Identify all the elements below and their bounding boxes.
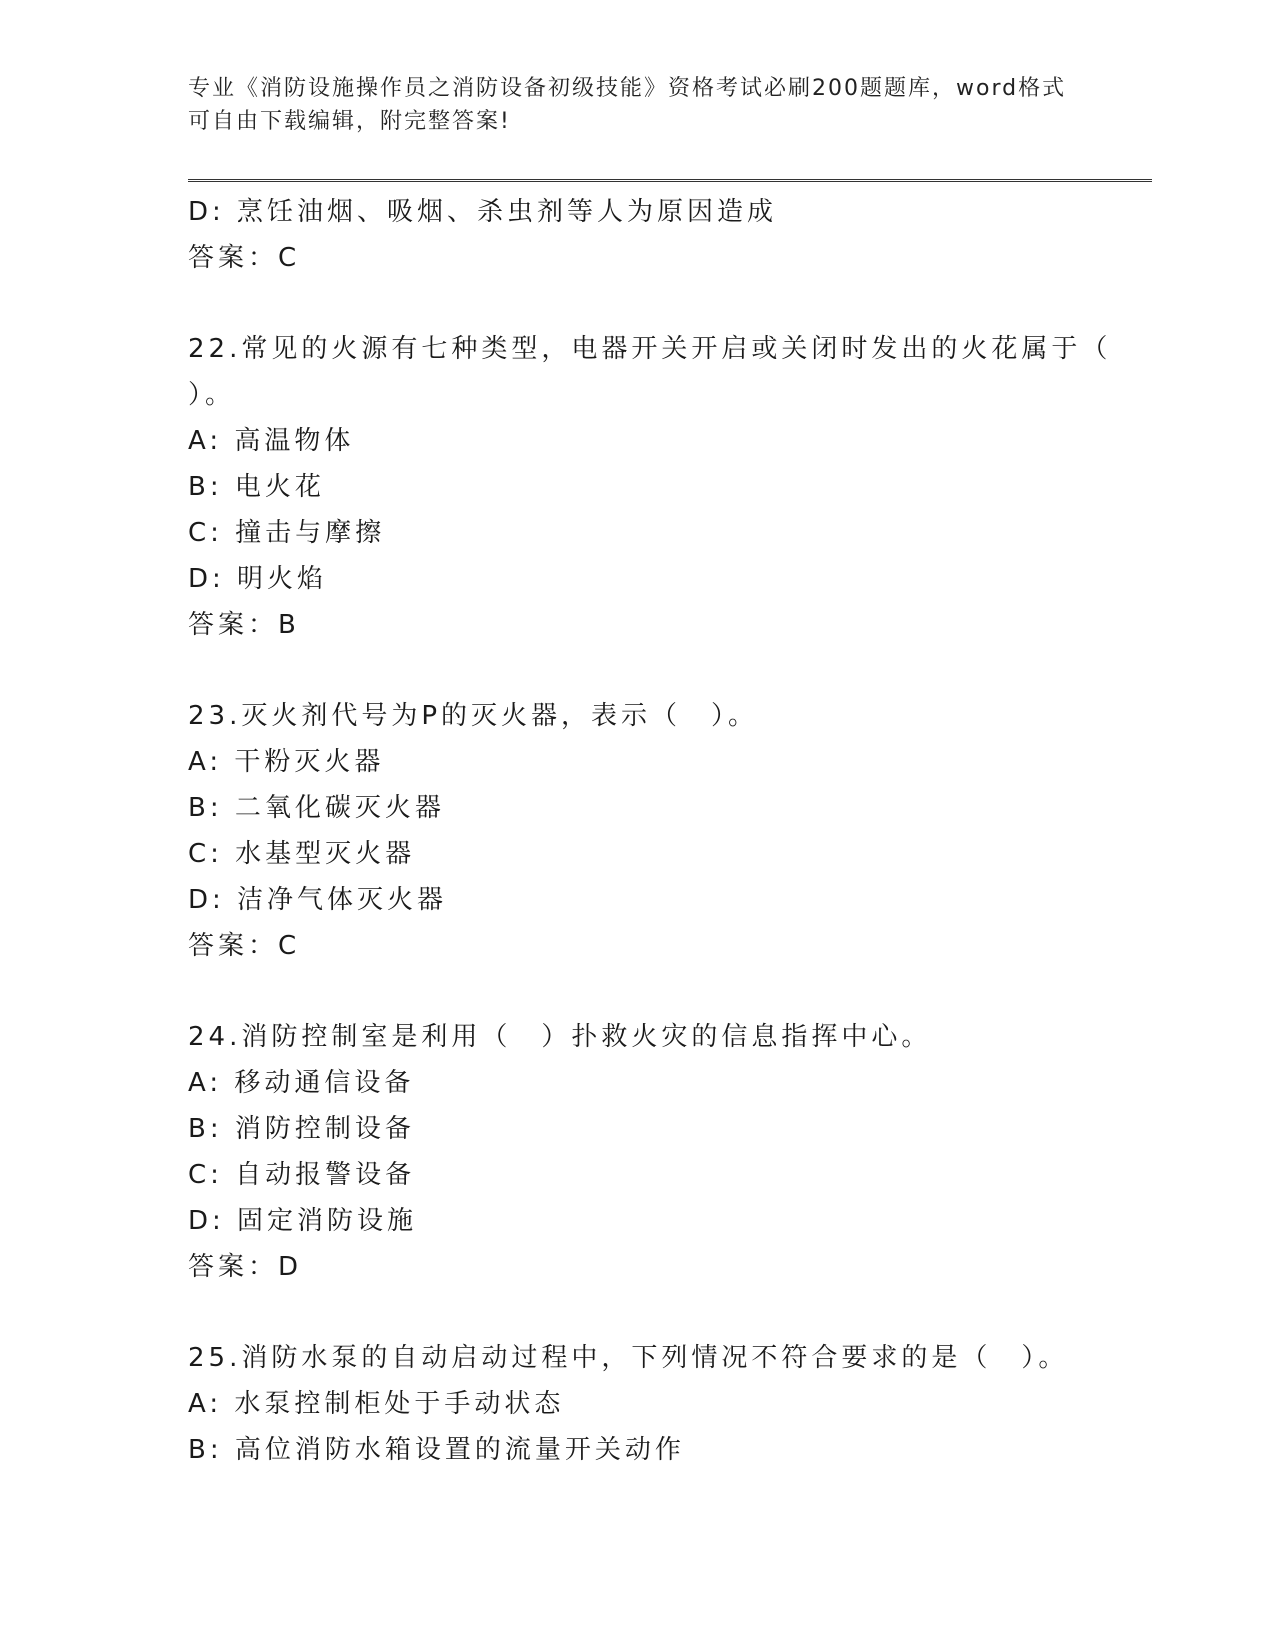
q23-answer: 答案：C [188, 931, 301, 961]
q24-answer: 答案：D [188, 1252, 303, 1282]
q22-stem-line1: 22.常见的火源有七种类型，电器开关开启或关闭时发出的火花属于（ [188, 334, 1112, 364]
q25-option-b: B: 高位消防水箱设置的流量开关动作 [188, 1435, 685, 1465]
q25-stem: 25.消防水泵的自动启动过程中，下列情况不符合要求的是（ ）。 [188, 1343, 1069, 1373]
q22-stem-line2: ）。 [188, 380, 236, 410]
q24-stem: 24.消防控制室是利用（ ）扑救火灾的信息指挥中心。 [188, 1022, 932, 1052]
page-header: 专业《消防设施操作员之消防设备初级技能》资格考试必刷200题题库，word格式可自由下载编辑，附完整答案! [188, 76, 1067, 134]
q22-option-d: D: 明火焰 [188, 564, 328, 594]
header-divider [188, 179, 1152, 182]
q23-option-b: B: 二氧化碳灭火器 [188, 793, 445, 823]
spacer [188, 281, 1108, 326]
q25-option-a: A: 水泵控制柜处于手动状态 [188, 1389, 565, 1419]
q24-option-b: B: 消防控制设备 [188, 1114, 415, 1144]
spacer [188, 1290, 1108, 1335]
q22-option-a: A: 高温物体 [188, 426, 355, 456]
q23-option-d: D: 洁净气体灭火器 [188, 885, 448, 915]
q24-option-a: A: 移动通信设备 [188, 1068, 415, 1098]
q22-option-c: C: 撞击与摩擦 [188, 518, 386, 548]
q22-option-b: B: 电火花 [188, 472, 325, 502]
prev-option-d: D: 烹饪油烟、吸烟、杀虫剂等人为原因造成 [188, 197, 778, 227]
spacer [188, 648, 1108, 693]
q23-stem: 23.灭火剂代号为P的灭火器，表示（ ）。 [188, 701, 759, 731]
q23-option-a: A: 干粉灭火器 [188, 747, 385, 777]
prev-answer: 答案：C [188, 243, 301, 273]
spacer [188, 969, 1108, 1014]
q22-answer: 答案：B [188, 610, 300, 640]
q23-option-c: C: 水基型灭火器 [188, 839, 416, 869]
q24-option-d: D: 固定消防设施 [188, 1206, 418, 1236]
q24-option-c: C: 自动报警设备 [188, 1160, 416, 1190]
question-content [188, 189, 1112, 1473]
